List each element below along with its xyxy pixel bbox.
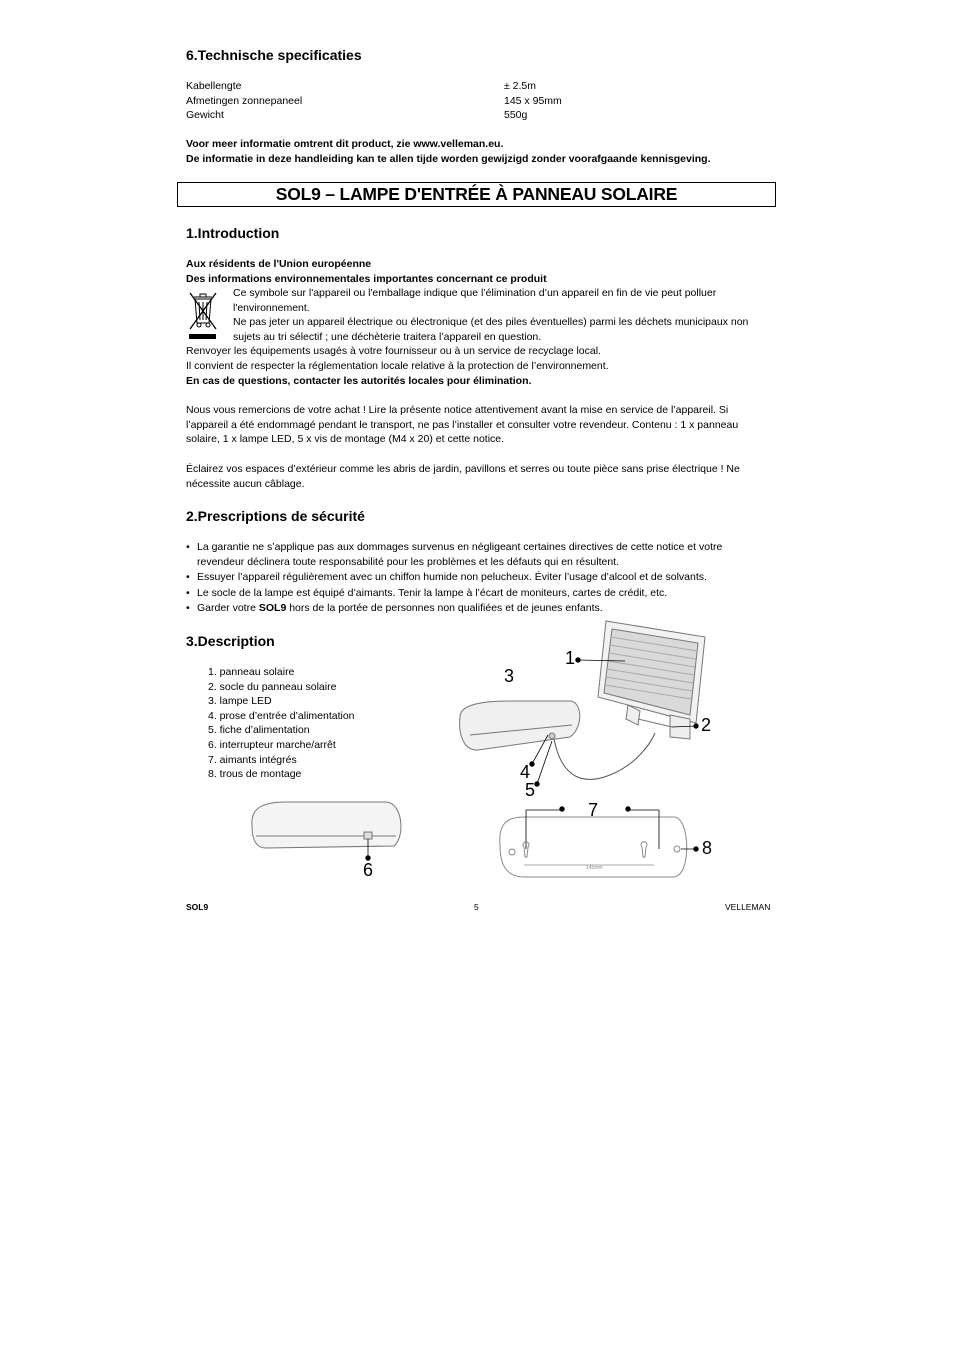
spec-label: Kabellengte <box>186 80 242 92</box>
eu-heading: Aux résidents de l'Union européenne <box>186 258 372 270</box>
contact-text: En cas de questions, contacter les autorités locales pour élimination. <box>186 374 532 387</box>
lamp-bottom-illustration <box>494 805 694 885</box>
power-switch <box>364 832 372 839</box>
bullet-icon: • <box>186 571 190 583</box>
callout-label: 6 <box>363 860 374 880</box>
return-text: Renvoyer les équipements usagés à votre fournisseur ou à un service de recyclage local. <box>186 345 601 358</box>
bullet-icon: • <box>186 587 190 599</box>
safety-text: Le socle de la lampe est équipé d’aimants. Tenir la lampe à l’écart de moniteurs, cartes de crédit, etc. <box>197 587 668 599</box>
spec-row <box>186 94 746 109</box>
weee-text: sujets au tri sélectif ; une déchèterie traitera l’appareil en question. <box>233 330 542 343</box>
spec-row <box>186 108 746 123</box>
callout-label: 1 <box>565 648 576 668</box>
list-item: 3. lampe LED <box>208 695 272 708</box>
footer-model: SOL9 <box>186 902 209 912</box>
list-item: 1. panneau solaire <box>208 666 295 678</box>
weee-text: Ne pas jeter un appareil électrique ou électronique (et des piles éventuelles) parmi les déchets municipaux non <box>233 316 749 329</box>
bullet-icon: • <box>186 541 190 553</box>
thanks-text: Nous vous remercions de votre achat ! Lire la présente notice attentivement avant la mise en service de l’appareil. Si <box>186 404 729 416</box>
weee-text: l'environnement. <box>233 301 310 314</box>
list-item: 6. interrupteur marche/arrêt <box>208 738 336 751</box>
specs-heading: 6.Technische specificaties <box>186 47 362 63</box>
change-notice: De informatie in deze handleiding kan te allen tijde worden gewijzigd zonder voorafgaande kennisgeving. <box>186 152 711 165</box>
callout-label: 5 <box>525 780 536 800</box>
list-item: 4. prose d’entrée d’alimentation <box>208 709 355 722</box>
safety-text: Garder votre <box>197 602 259 614</box>
list-item: 2. socle du panneau solaire <box>208 680 337 693</box>
intro-heading: 1.Introduction <box>186 225 280 241</box>
callout-label: 4 <box>520 762 531 782</box>
use-text: Éclairez vos espaces d’extérieur comme les abris de jardin, pavillons et serres ou toute pièce sans prise électrique ! Ne <box>186 463 740 475</box>
list-item: 8. trous de montage <box>208 768 302 781</box>
description-heading: 3.Description <box>186 633 275 649</box>
env-heading: Des informations environnementales importantes concernant ce produit <box>186 272 547 285</box>
thanks-text: solaire, 1 x lampe LED, 5 x vis de montage (M4 x 20) et cette notice. <box>186 433 505 446</box>
safety-heading: 2.Prescriptions de sécurité <box>186 508 365 524</box>
spec-value: ± 2.5m <box>504 80 537 92</box>
safety-text: revendeur déclinera toute responsabilité pour les problèmes et les défauts qui en résultent. <box>197 555 620 568</box>
parts-list <box>208 665 355 782</box>
spec-label: Gewicht <box>186 109 224 122</box>
mounting-hole-icon <box>674 846 680 852</box>
mounting-hole-icon <box>509 849 515 855</box>
callout-dot <box>366 856 371 861</box>
weee-bin-icon <box>186 289 220 341</box>
callout-label: 3 <box>504 666 515 686</box>
weee-text: Ce symbole sur l'appareil ou l'emballage indique que l’élimination d’un appareil en fin de vie peut polluer <box>233 287 717 299</box>
footer-brand: VELLEMAN <box>725 902 771 912</box>
safety-text: Essuyer l’appareil régulièrement avec un chiffon humide non pelucheux. Éviter l’usage d’alcool et de solvants. <box>197 571 707 583</box>
list-item: 5. fiche d’alimentation <box>208 724 310 737</box>
callout-dot <box>694 847 699 852</box>
use-text: nécessite aucun câblage. <box>186 477 305 490</box>
spec-value: 145 x 95mm <box>504 94 562 107</box>
thanks-text: l’appareil a été endommagé pendant le transport, ne pas l’installer et consulter votre revendeur. Contenu : 1 x panneau <box>186 418 739 431</box>
callout-label: 8 <box>702 838 713 858</box>
safety-text: hors de la portée de personnes non qualifiées et de jeunes enfants. <box>286 602 603 614</box>
spec-label: Afmetingen zonnepaneel <box>186 94 303 107</box>
dimension-label: 145mm <box>586 865 603 871</box>
safety-text: La garantie ne s’applique pas aux dommages survenus en négligeant certaines directives de cette notice et votre <box>197 541 723 553</box>
more-info-note: Voor meer informatie omtrent dit product, zie www.velleman.eu. <box>186 138 504 150</box>
list-item: 7. aimants intégrés <box>208 753 297 766</box>
page-number: 5 <box>474 902 479 912</box>
callout-label: 7 <box>588 800 599 820</box>
lamp-side-illustration <box>246 796 406 878</box>
magnet-icon <box>641 842 647 857</box>
bullet-icon: • <box>186 602 190 614</box>
product-code: SOL9 <box>258 602 287 614</box>
callout-label: 2 <box>701 715 712 735</box>
spec-row <box>186 79 746 94</box>
rules-text: Il convient de respecter la réglementation locale relative à la protection de l’environnement. <box>186 360 609 372</box>
document-title: SOL9 – LAMPE D'ENTRÉE À PANNEAU SOLAIRE <box>177 182 776 207</box>
spec-value: 550g <box>504 109 528 122</box>
